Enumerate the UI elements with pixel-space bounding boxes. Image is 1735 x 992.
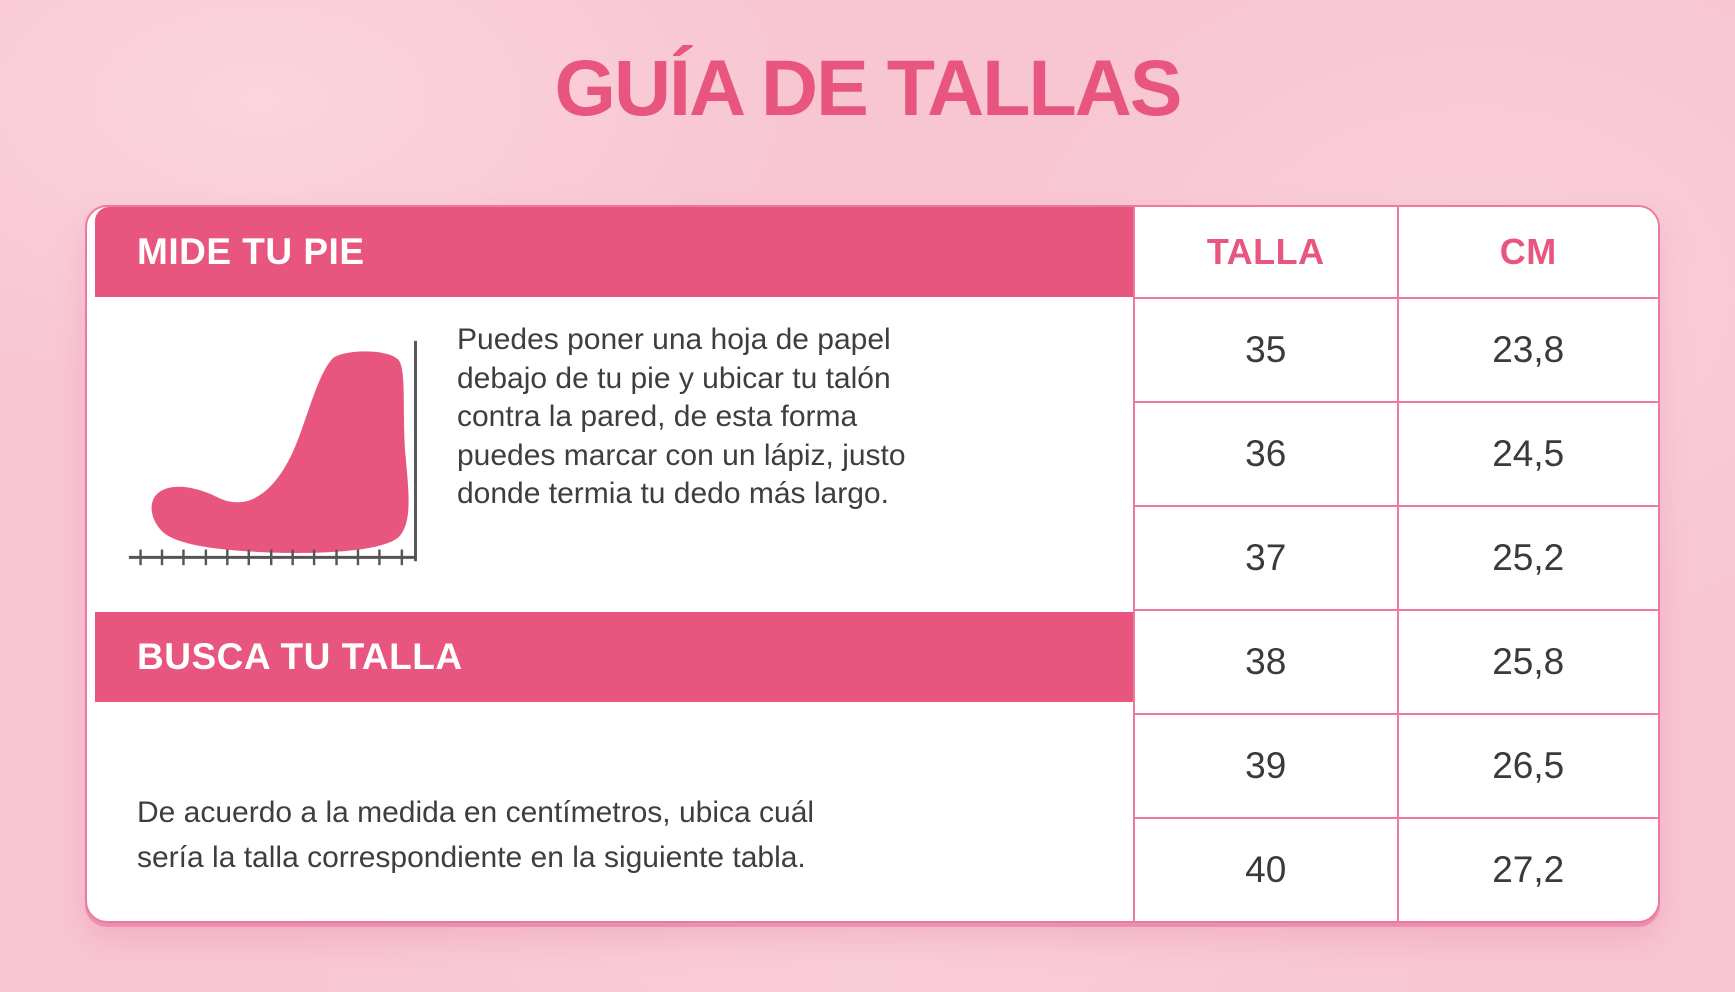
text-line: donde termia tu dedo más largo.	[457, 477, 889, 510]
text-line: De acuerdo a la medida en centímetros, ubica cuál	[137, 796, 815, 829]
size-table-cell-talla: 38	[1135, 609, 1397, 713]
measure-section-header-bar	[95, 207, 1133, 297]
text-line: debajo de tu pie y ubicar tu talón	[457, 361, 891, 395]
text-line: puedes marcar con un lápiz, justo	[457, 438, 906, 472]
instructions-column	[87, 207, 1133, 921]
size-table-cell-cm: 25,2	[1397, 505, 1659, 609]
find-instructions-text	[137, 790, 1133, 880]
size-table-cell-talla: 39	[1135, 713, 1397, 817]
find-section-title: BUSCA TU TALLA	[137, 636, 463, 677]
size-table-cell-talla: 35	[1135, 297, 1397, 401]
measure-section-body	[87, 297, 1133, 612]
size-table-cell-talla: 37	[1135, 505, 1397, 609]
foot-silhouette-icon	[152, 351, 409, 553]
size-table-cell-talla: 40	[1135, 817, 1397, 921]
size-table-header-cm: CM	[1397, 207, 1659, 297]
measure-section-title: MIDE TU PIE	[137, 231, 365, 272]
size-guide-card	[85, 205, 1660, 923]
size-table-cell-talla: 36	[1135, 401, 1397, 505]
size-table-cell-cm: 24,5	[1397, 401, 1659, 505]
page-title: GUÍA DE TALLAS	[554, 43, 1181, 132]
text-line: Puedes poner una hoja de papel	[457, 323, 891, 356]
find-section-body	[87, 702, 1133, 880]
measure-instructions-text	[457, 321, 906, 612]
foot-measure-illustration	[123, 331, 435, 577]
size-table-cell-cm: 26,5	[1397, 713, 1659, 817]
text-line: contra la pared, de esta forma	[457, 400, 858, 433]
size-table-cell-cm: 23,8	[1397, 297, 1659, 401]
size-table-header-talla: TALLA	[1206, 231, 1325, 272]
size-table-cell-cm: 25,8	[1397, 609, 1659, 713]
size-table	[1133, 207, 1658, 921]
find-section-header-bar	[95, 612, 1133, 702]
size-table-cell-cm: 27,2	[1397, 817, 1659, 921]
text-line: sería la talla correspondiente en la siguiente tabla.	[137, 841, 806, 874]
